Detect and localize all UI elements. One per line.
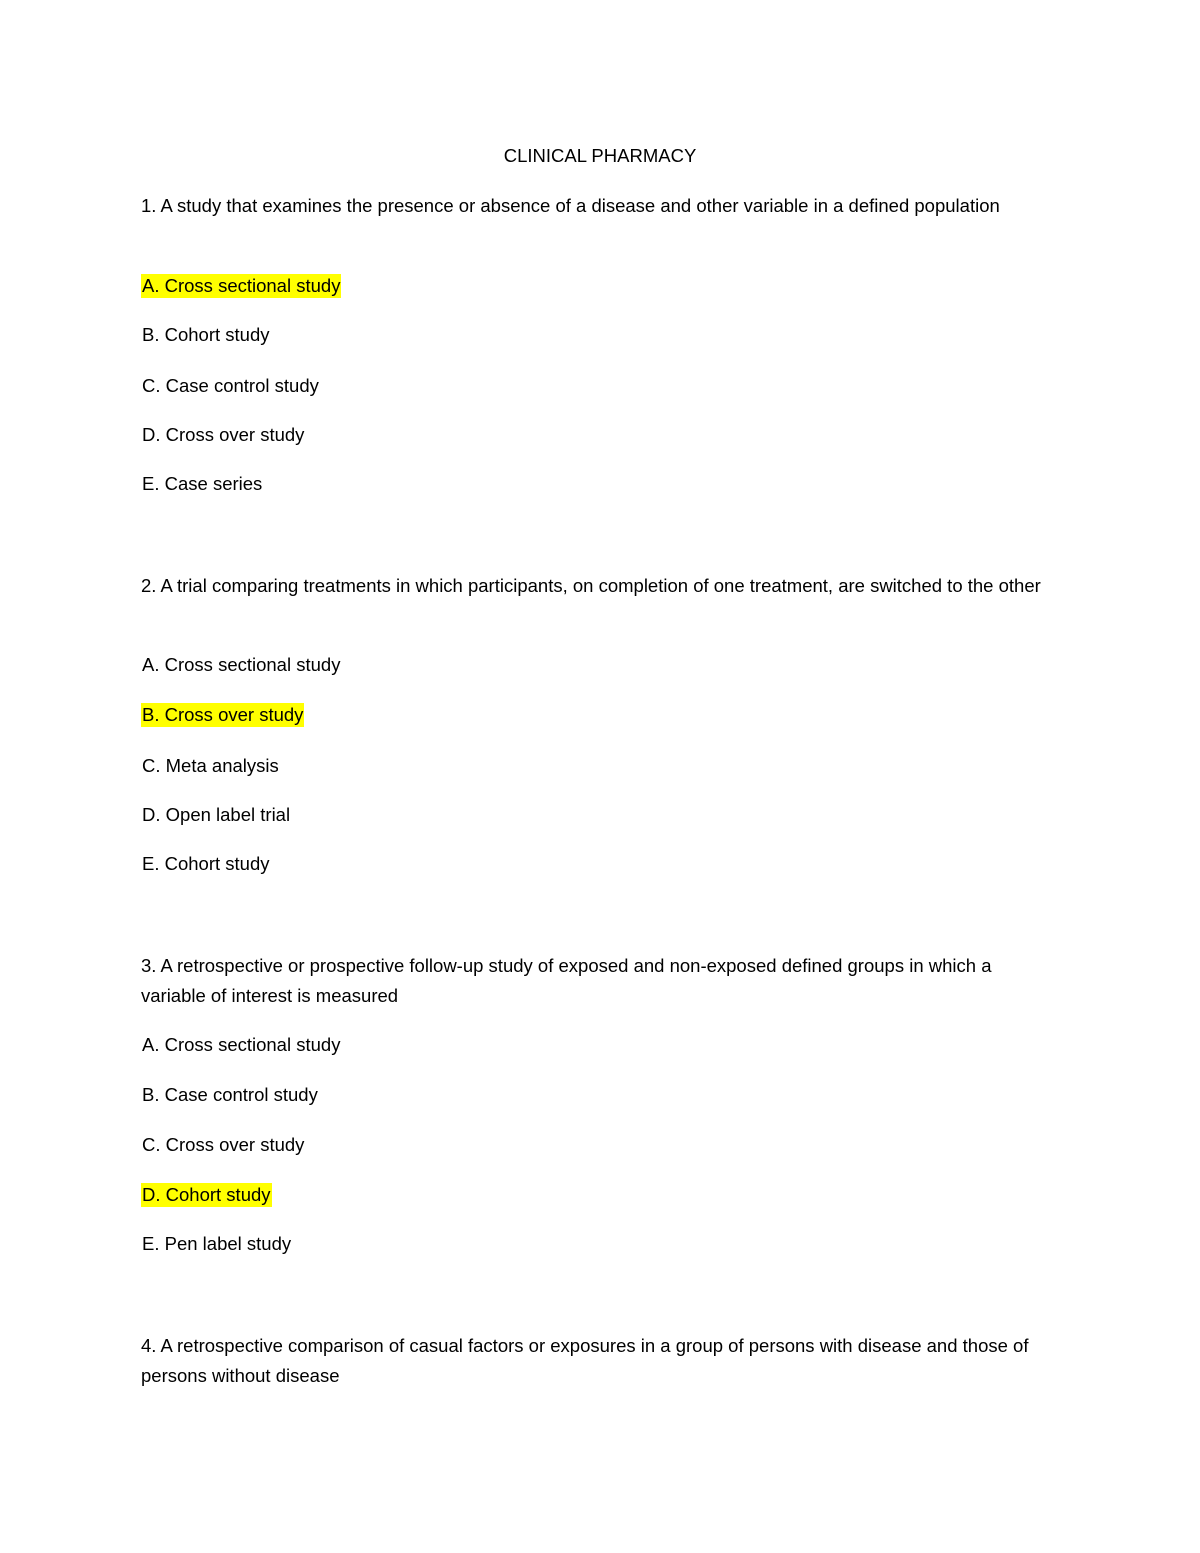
question-1-option-c: C. Case control study (142, 375, 319, 396)
question-3-option-e: E. Pen label study (142, 1233, 292, 1254)
question-4-text: 4. A retrospective comparison of casual factors or exposures in a group of persons with disease and those of persons without disease (141, 1335, 1029, 1386)
question-2-option-c: C. Meta analysis (142, 755, 279, 776)
question-3-option-a: A. Cross sectional study (142, 1034, 341, 1055)
question-1-option-a: A. Cross sectional study (142, 275, 341, 296)
question-2-text: 2. A trial comparing treatments in which participants, on completion of one treatment, are switched to the other (141, 575, 1041, 596)
question-3-option-d: D. Cohort study (142, 1184, 271, 1205)
question-2-option-d: D. Open label trial (142, 804, 291, 825)
question-2-option-b: B. Cross over study (142, 704, 304, 725)
question-1-option-e: E. Case series (142, 473, 263, 494)
question-3-option-b: B. Case control study (142, 1084, 318, 1105)
question-3-text: 3. A retrospective or prospective follow-up study of exposed and non-exposed defined groups in which a variable of interest is measured (141, 955, 992, 1006)
page-title: CLINICAL PHARMACY (503, 145, 697, 166)
question-1-text: 1. A study that examines the presence or absence of a disease and other variable in a defined population (141, 195, 1000, 216)
question-1-option-b: B. Cohort study (142, 324, 270, 345)
question-2-option-e: E. Cohort study (142, 853, 270, 874)
question-2-option-a: A. Cross sectional study (142, 654, 341, 675)
question-3-option-c: C. Cross over study (142, 1134, 305, 1155)
question-1-option-d: D. Cross over study (142, 424, 305, 445)
